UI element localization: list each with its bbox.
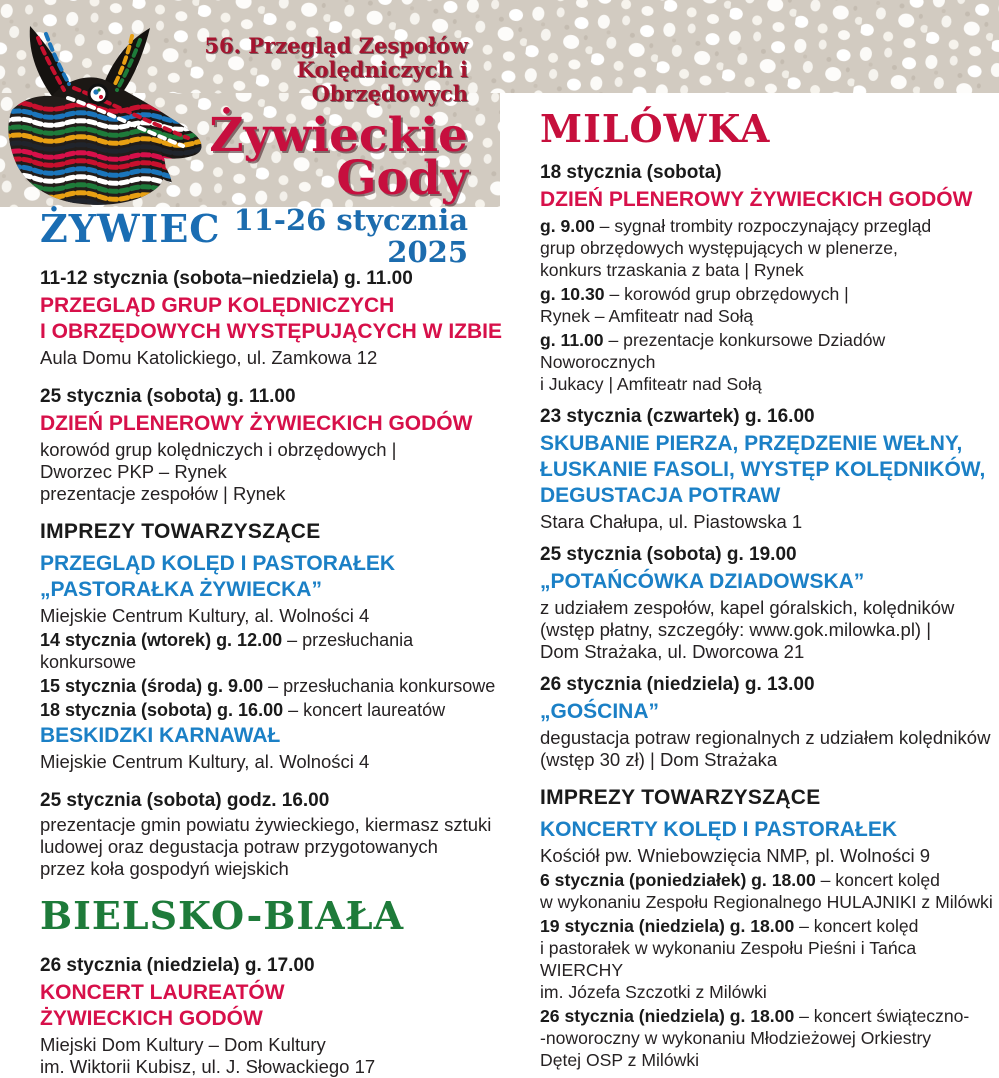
- text-line: Miejskie Centrum Kultury, al. Wolności 4: [40, 751, 370, 772]
- text-line: ŻYWIECKICH GODÓW: [40, 1007, 263, 1030]
- detail-time: 19 stycznia (niedziela) g. 18.00: [540, 916, 795, 936]
- event-venue-text: [40, 814, 502, 880]
- goat-eye-dot: [99, 95, 103, 99]
- goat-eye-dot: [97, 88, 100, 91]
- text-line: „POTAŃCÓWKA DZIADOWSKA”: [540, 570, 865, 593]
- detail-time: 18 stycznia (sobota) g. 16.00: [40, 700, 284, 720]
- festival-title-line1: Żywieckie: [209, 108, 468, 163]
- event-detail-line: [540, 869, 995, 913]
- detail-text: – prezentacje konkursowe Dziadów Noworocznych: [540, 330, 886, 372]
- text-line: Miejski Dom Kultury – Dom Kultury: [40, 1034, 326, 1055]
- detail-text: – sygnał trombity rozpoczynający przegląd: [594, 216, 932, 236]
- detail-text: i pastorałek w wykonaniu Zespołu Pieśni i Tańca WIERCHY: [540, 938, 917, 980]
- program-column-left: [40, 207, 502, 1078]
- text-line: ludowej oraz degustacja potraw przygotowanych: [40, 836, 438, 857]
- program-column-right: [540, 93, 995, 1071]
- goat-eye: [89, 85, 107, 103]
- festival-subtitle: [150, 34, 468, 106]
- event-detail-line: [540, 1005, 995, 1071]
- event-venue-text: [40, 1034, 502, 1078]
- text-line: z udziałem zespołów, kapel góralskich, kolędników: [540, 597, 955, 618]
- event-date: 26 stycznia (niedziela) g. 17.00: [40, 955, 315, 976]
- event-title: [540, 699, 995, 725]
- event-title: [40, 723, 502, 749]
- text-line: „GOŚCINA”: [540, 700, 660, 723]
- event-title: [40, 980, 502, 1032]
- section-subheading: IMPREZY TOWARZYSZĄCE: [540, 786, 821, 809]
- detail-time: 14 stycznia (wtorek) g. 12.00: [40, 630, 283, 650]
- event-venue-text: [40, 605, 502, 627]
- text-line: KONCERT LAUREATÓW: [40, 981, 285, 1004]
- detail-time: 6 stycznia (poniedziałek) g. 18.00: [540, 870, 816, 890]
- event-title: [540, 569, 995, 595]
- event-date: 25 stycznia (sobota) godz. 16.00: [40, 790, 330, 811]
- city-heading: MILÓWKA: [540, 106, 771, 151]
- detail-text: – korowód grup obrzędowych |: [604, 284, 849, 304]
- event-detail-line: [540, 329, 995, 395]
- text-line: przez koła gospodyń wiejskich: [40, 858, 289, 879]
- detail-text: – koncert kolęd: [794, 916, 919, 936]
- event-venue-text: [540, 845, 995, 867]
- event-detail-line: [540, 915, 995, 1003]
- detail-text: -noworoczny w wykonaniu Młodzieżowej Orkiestry: [540, 1028, 932, 1048]
- event-detail-line: [40, 675, 502, 697]
- event-venue-text: [40, 439, 502, 505]
- detail-text: Rynek – Amfiteatr nad Sołą: [540, 306, 754, 326]
- detail-time: 26 stycznia (niedziela) g. 18.00: [540, 1006, 795, 1026]
- text-line: Aula Domu Katolickiego, ul. Zamkowa 12: [40, 347, 378, 368]
- event-venue-text: [540, 727, 995, 771]
- festival-date-range: 11-26 stycznia 2025: [233, 203, 468, 269]
- detail-text: – koncert świąteczno-: [794, 1006, 970, 1026]
- text-line: Kościół pw. Wniebowzięcia NMP, pl. Wolności 9: [540, 845, 931, 866]
- text-line: prezentacje gmin powiatu żywieckiego, kiermasz sztuki: [40, 814, 492, 835]
- section-subheading: IMPREZY TOWARZYSZĄCE: [40, 520, 321, 543]
- event-date: 18 stycznia (sobota): [540, 162, 722, 183]
- text-line: Miejskie Centrum Kultury, al. Wolności 4: [40, 605, 370, 626]
- detail-text: – przesłuchania konkursowe: [40, 630, 414, 672]
- text-line: BESKIDZKI KARNAWAŁ: [40, 724, 281, 747]
- text-line: DZIEŃ PLENEROWY ŻYWIECKICH GODÓW: [540, 188, 973, 211]
- city-heading: ŻYWIEC: [40, 206, 221, 251]
- festival-title-line2: Gody: [336, 151, 468, 206]
- event-detail-line: [40, 629, 502, 673]
- text-line: KONCERTY KOLĘD I PASTORAŁEK: [540, 818, 898, 841]
- text-line: prezentacje zespołów | Rynek: [40, 483, 286, 504]
- text-line: DZIEŃ PLENEROWY ŻYWIECKICH GODÓW: [40, 412, 473, 435]
- detail-text: – koncert laureatów: [283, 700, 446, 720]
- text-line: DEGUSTACJA POTRAW: [540, 484, 781, 507]
- event-title: [540, 187, 995, 213]
- text-line: PRZEGLĄD KOLĘD I PASTORAŁEK: [40, 552, 396, 575]
- detail-text: grup obrzędowych występujących w plenerze,: [540, 238, 898, 258]
- text-line: (wstęp płatny, szczegóły: www.gok.milowka.pl) |: [540, 619, 932, 640]
- festival-title: [150, 108, 468, 206]
- detail-time: g. 9.00: [540, 216, 595, 236]
- text-line: korowód grup kolędniczych i obrzędowych |: [40, 439, 397, 460]
- detail-text: – przesłuchania konkursowe: [263, 676, 496, 696]
- event-title: [40, 411, 502, 437]
- text-line: degustacja potraw regionalnych z udziałem kolędników: [540, 727, 991, 748]
- text-line: SKUBANIE PIERZA, PRZĘDZENIE WEŁNY,: [540, 432, 963, 455]
- city-heading: BIELSKO-BIAŁA: [40, 893, 405, 938]
- event-detail-line: [540, 215, 995, 281]
- event-title: [40, 293, 502, 345]
- detail-text: i Jukacy | Amfiteatr nad Sołą: [540, 374, 762, 394]
- text-line: Dworzec PKP – Rynek: [40, 461, 227, 482]
- event-title: [540, 817, 995, 843]
- text-line: Stara Chałupa, ul. Piastowska 1: [540, 511, 803, 532]
- text-line: PRZEGLĄD GRUP KOLĘDNICZYCH: [40, 294, 395, 317]
- text-line: Dom Strażaka, ul. Dworcowa 21: [540, 641, 805, 662]
- event-date: 11-12 stycznia (sobota–niedziela) g. 11.00: [40, 268, 413, 289]
- event-venue-text: [540, 511, 995, 533]
- text-line: „PASTORAŁKA ŻYWIECKA”: [40, 578, 322, 601]
- event-venue-text: [540, 597, 995, 663]
- event-date: 25 stycznia (sobota) g. 11.00: [40, 386, 296, 407]
- detail-time: g. 11.00: [540, 330, 604, 350]
- event-detail-line: [40, 699, 502, 721]
- text-line: im. Wiktorii Kubisz, ul. J. Słowackiego 17: [40, 1056, 376, 1077]
- event-date: 25 stycznia (sobota) g. 19.00: [540, 544, 797, 565]
- event-title: [40, 551, 502, 603]
- festival-subtitle-line2: Kolędniczych i Obrzędowych: [296, 57, 468, 106]
- detail-text: – koncert kolęd: [815, 870, 940, 890]
- detail-text: im. Józefa Szczotki z Milówki: [540, 982, 767, 1002]
- detail-text: konkurs trzaskania z bata | Rynek: [540, 260, 804, 280]
- detail-time: g. 10.30: [540, 284, 605, 304]
- text-line: I OBRZĘDOWYCH WYSTĘPUJĄCYCH W IZBIE: [40, 320, 503, 343]
- event-title: [540, 431, 995, 509]
- detail-text: Dętej OSP z Milówki: [540, 1050, 700, 1070]
- event-date: 23 stycznia (czwartek) g. 16.00: [540, 406, 815, 427]
- text-line: ŁUSKANIE FASOLI, WYSTĘP KOLĘDNIKÓW,: [540, 458, 986, 481]
- detail-text: w wykonaniu Zespołu Regionalnego HULAJNIKI z Milówki: [540, 892, 993, 912]
- event-date: 26 stycznia (niedziela) g. 13.00: [540, 674, 815, 695]
- detail-time: 15 stycznia (środa) g. 9.00: [40, 676, 264, 696]
- event-detail-line: [540, 283, 995, 327]
- event-venue-text: [40, 751, 502, 773]
- festival-subtitle-line1: 56. Przegląd Zespołów: [204, 33, 468, 58]
- text-line: (wstęp 30 zł) | Dom Strażaka: [540, 749, 778, 770]
- event-venue-text: [40, 347, 502, 369]
